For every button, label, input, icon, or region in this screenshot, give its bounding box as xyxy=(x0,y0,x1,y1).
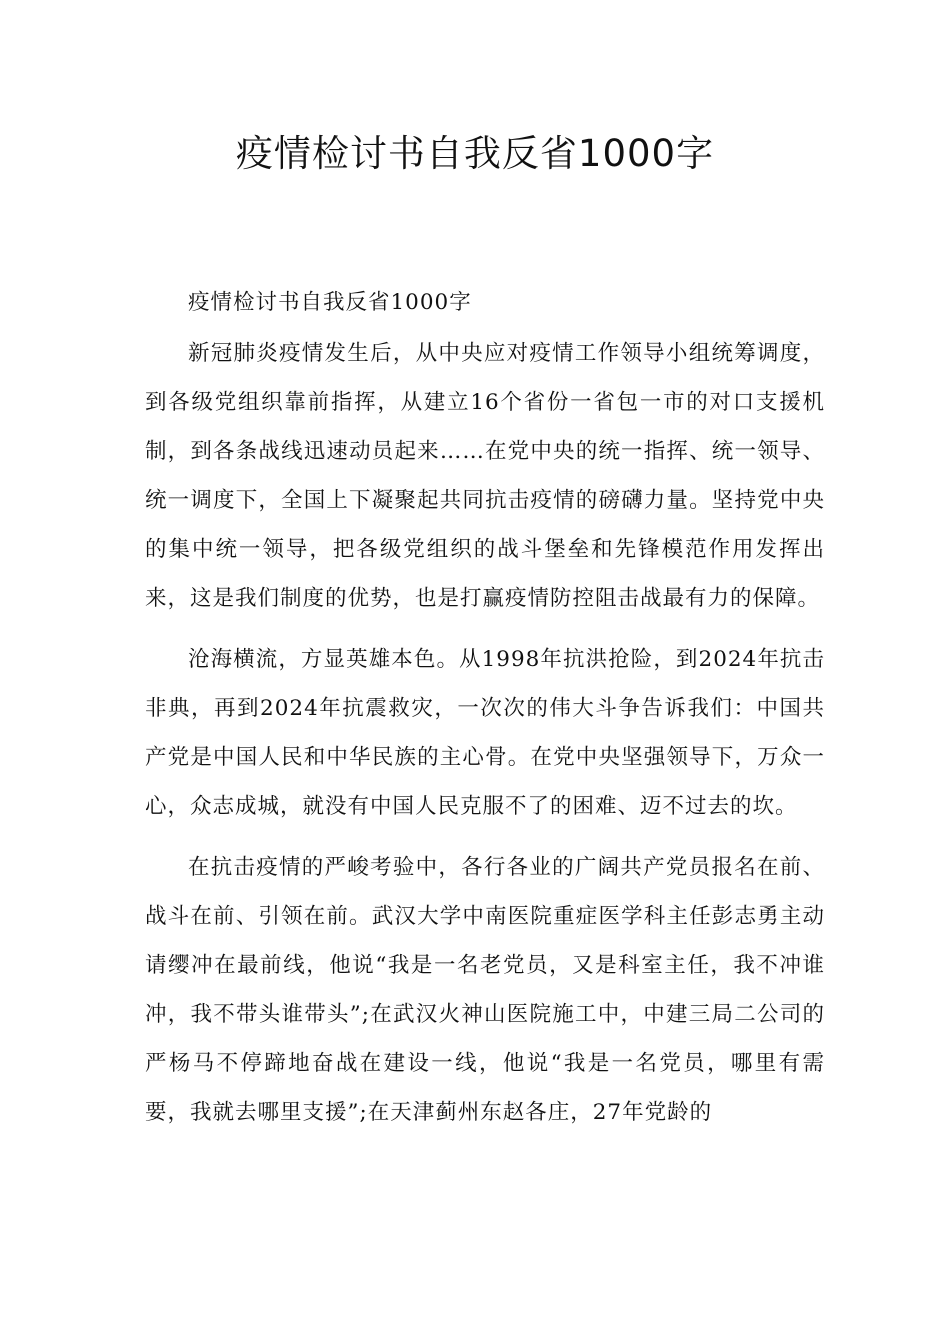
paragraph-2: 沧海横流，方显英雄本色。从1998年抗洪抢险，到2024年抗击非典，再到2024年抗震救灾，一次次的伟大斗争告诉我们：中国共产党是中国人民和中华民族的主心骨。在党中央坚强领导下，万众一心，众志成城，就没有中国人民克服不了的困难、迈不过去的坎。 xyxy=(145,647,825,819)
document-body xyxy=(145,278,825,1149)
paragraph-3: 在抗击疫情的严峻考验中，各行各业的广阔共产党员报名在前、战斗在前、引领在前。武汉大学中南医院重症医学科主任彭志勇主动请缨冲在最前线，他说“我是一名老党员，又是科室主任，我不冲谁冲，我不带头谁带头”;在武汉火神山医院施工中，中建三局二公司的严杨马不停蹄地奋战在建设一线，他说“我是一名党员，哪里有需要，我就去哪里支援”;在天津蓟州东赵各庄，27年党龄的 xyxy=(145,855,825,1125)
document-title: 疫情检讨书自我反省1000字 xyxy=(235,132,715,175)
paragraph-1: 新冠肺炎疫情发生后，从中央应对疫情工作领导小组统筹调度，到各级党组织靠前指挥，从建立16个省份一省包一市的对口支援机制，到各条战线迅速动员起来……在党中央的统一指挥、统一领导、统一调度下，全国上下凝聚起共同抗击疫情的磅礴力量。坚持党中央的集中统一领导，把各级党组织的战斗堡垒和先锋模范作用发挥出来，这是我们制度的优势，也是打赢疫情防控阻击战最有力的保障。 xyxy=(145,341,825,611)
document-subtitle: 疫情检讨书自我反省1000字 xyxy=(188,290,472,315)
